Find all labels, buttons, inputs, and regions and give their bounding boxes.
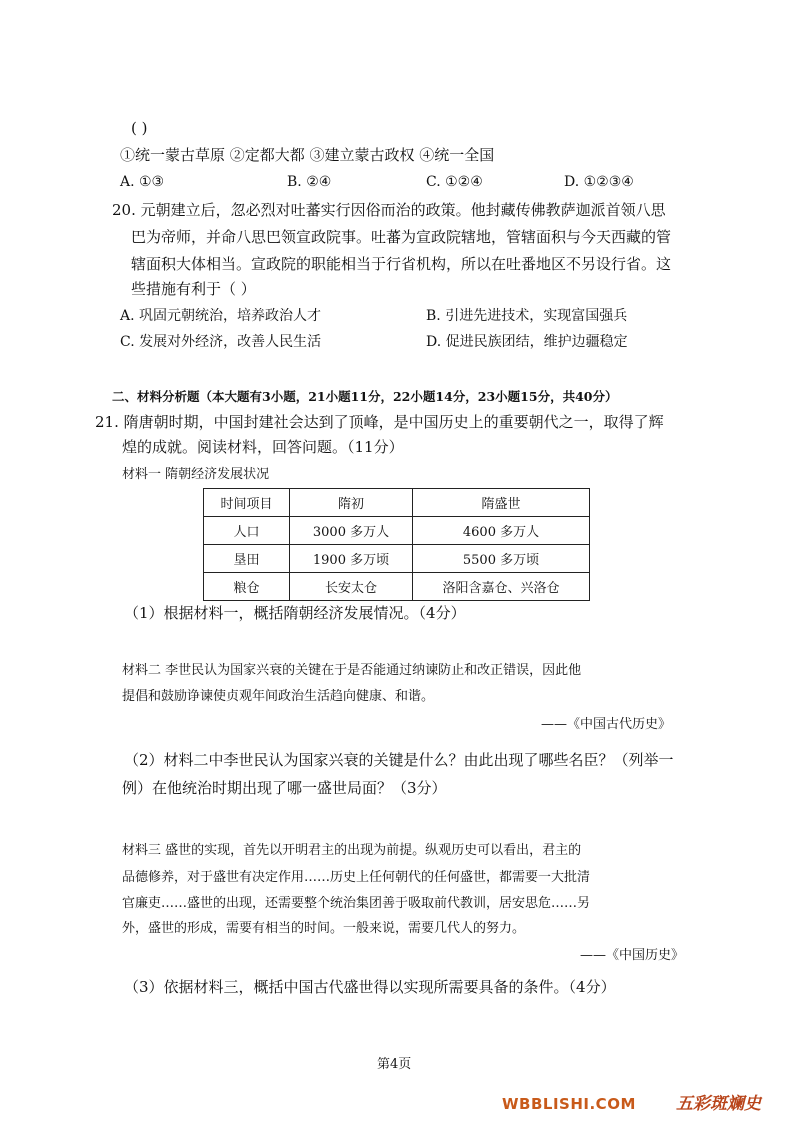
material-1-title: 材料一 隋朝经济发展状况 xyxy=(122,467,270,482)
q21-line-1: 21. 隋唐朝时期，中国封建社会达到了顶峰，是中国历史上的重要朝代之一，取得了辉 xyxy=(95,413,664,431)
q19-items: ①统一蒙古草原 ②定都大都 ③建立蒙古政权 ④统一全国 xyxy=(120,146,495,164)
q20-option-c: C. 发展对外经济，改善人民生活 xyxy=(120,334,322,350)
q20-line-1: 20. 元朝建立后，忽必烈对吐蕃实行因俗而治的政策。他封藏传佛教萨迦派首领八思 xyxy=(112,201,666,219)
table-header-cell: 时间项目 xyxy=(204,489,290,517)
section-heading: 二、材料分析题（本大题有3小题，21小题11分，22小题14分，23小题15分，共40分） xyxy=(112,389,618,404)
q19-option-d: D. ①②③④ xyxy=(564,174,634,190)
q19-option-b: B. ②④ xyxy=(287,174,332,190)
material-3-line-2: 品德修养，对于盛世有决定作用……历史上任何朝代的任何盛世，都需要一大批清 xyxy=(122,870,591,885)
q19-option-c: C. ①②④ xyxy=(426,174,483,190)
table-cell: 洛阳含嘉仓、兴洛仓 xyxy=(413,573,590,601)
table-cell: 3000 多万人 xyxy=(290,517,413,545)
q20-line-3: 辖面积大体相当。宣政院的职能相当于行省机构，所以在吐番地区不另设行省。这 xyxy=(131,255,672,273)
site-logo: 五彩斑斓史 xyxy=(676,1094,761,1114)
table-cell: 5500 多万顷 xyxy=(413,545,590,573)
q20-option-d: D. 促进民族团结，维护边疆稳定 xyxy=(426,334,628,350)
q20-line-4: 些措施有利于（ ） xyxy=(131,280,256,298)
table-row xyxy=(204,573,590,601)
table-row xyxy=(204,517,590,545)
table-header-cell: 隋盛世 xyxy=(413,489,590,517)
sui-economy-table xyxy=(203,488,590,601)
q21-subquestion-2-line-1: （2）材料二中李世民认为国家兴衰的关键是什么？由此出现了哪些名臣？（列举一 xyxy=(124,751,674,769)
q20-option-b: B. 引进先进技术，实现富国强兵 xyxy=(426,308,628,324)
table-cell: 粮仓 xyxy=(204,573,290,601)
q19-answer-paren: ( ) xyxy=(131,119,148,137)
material-2-line-2: 提倡和鼓励诤谏使贞观年间政治生活趋向健康、和谐。 xyxy=(122,689,435,704)
q21-subquestion-2-line-2: 例）在他统治时期出现了哪一盛世局面？（3分） xyxy=(122,779,447,797)
table-row xyxy=(204,545,590,573)
q20-line-2: 巴为帝师，并命八思巴领宣政院事。吐蕃为宣政院辖地，管辖面积与今天西藏的管 xyxy=(131,228,672,246)
q21-subquestion-3: （3）依据材料三，概括中国古代盛世得以实现所需要具备的条件。（4分） xyxy=(124,978,616,996)
table-cell: 长安太仓 xyxy=(290,573,413,601)
material-3-line-1: 材料三 盛世的实现，首先以开明君主的出现为前提。纵观历史可以看出，君主的 xyxy=(122,843,582,858)
table-cell: 4600 多万人 xyxy=(413,517,590,545)
table-header-cell: 隋初 xyxy=(290,489,413,517)
material-3-line-3: 官廉吏……盛世的出现，还需要整个统治集团善于吸取前代教训，居安思危……另 xyxy=(122,896,591,911)
table-cell: 1900 多万顷 xyxy=(290,545,413,573)
material-2-line-1: 材料二 李世民认为国家兴衰的关键在于是否能通过纳谏防止和改正错误，因此他 xyxy=(122,663,582,678)
q19-option-a: A. ①③ xyxy=(120,174,165,190)
q21-line-2: 煌的成就。阅读材料，回答问题。（11分） xyxy=(122,438,404,456)
q20-option-a: A. 巩固元朝统治，培养政治人才 xyxy=(120,308,322,324)
q21-subquestion-1: （1）根据材料一，概括隋朝经济发展情况。（4分） xyxy=(124,604,466,622)
table-cell: 人口 xyxy=(204,517,290,545)
material-3-line-4: 外，盛世的形成，需要有相当的时间。一般来说，需要几代人的努力。 xyxy=(122,921,526,936)
material-3-source: ——《中国历史》 xyxy=(580,948,685,963)
site-watermark: WBBLISHI.COM xyxy=(502,1095,636,1113)
table-cell: 垦田 xyxy=(204,545,290,573)
page-number: 第4页 xyxy=(377,1057,412,1072)
table-header-row xyxy=(204,489,590,517)
material-2-source: ——《中国古代历史》 xyxy=(541,717,672,732)
